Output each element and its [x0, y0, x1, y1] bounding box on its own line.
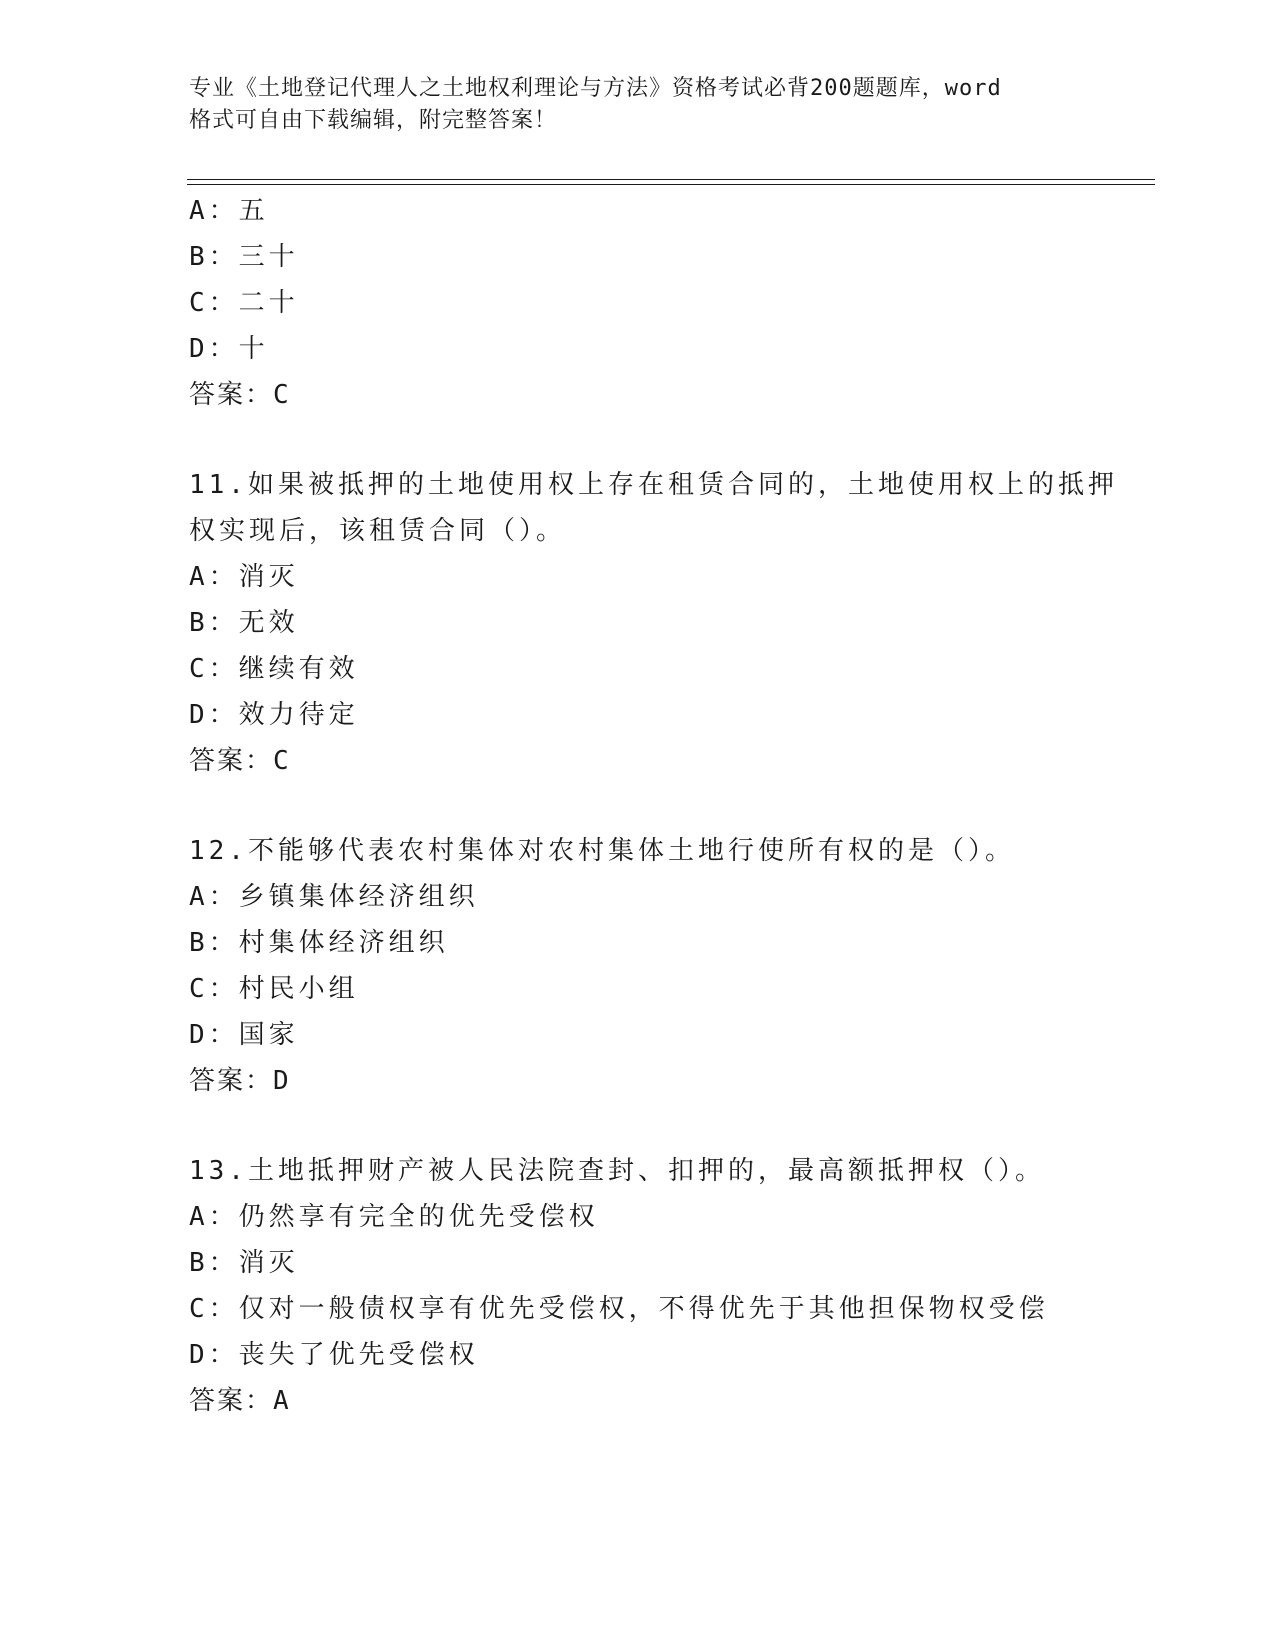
question-list: [189, 188, 1118, 1424]
option-b: B：三十: [189, 242, 299, 272]
question-11-block: [189, 462, 1118, 784]
question-10-block: [189, 188, 1089, 418]
answer-line: 答案：D: [189, 1066, 291, 1096]
option-b: B：消灭: [189, 1248, 299, 1278]
spacer: [189, 1104, 1089, 1148]
option-a: A：仍然享有完全的优先受偿权: [189, 1202, 599, 1232]
question-stem-line-1: 11.如果被抵押的土地使用权上存在租赁合同的，土地使用权上的抵押: [189, 470, 1118, 500]
answer-line: 答案：C: [189, 746, 291, 776]
option-c: C：二十: [189, 288, 299, 318]
option-d: D：丧失了优先受偿权: [189, 1340, 479, 1370]
document-header: [189, 73, 1069, 137]
question-stem-line-1: 13.土地抵押财产被人民法院查封、扣押的，最高额抵押权（）。: [189, 1156, 1045, 1186]
option-d: D：效力待定: [189, 700, 359, 730]
spacer: [189, 418, 1089, 462]
option-a: A：消灭: [189, 562, 299, 592]
header-divider-bottom: [187, 184, 1155, 185]
option-a: A：乡镇集体经济组织: [189, 882, 479, 912]
option-c: C：村民小组: [189, 974, 359, 1004]
question-12-block: [189, 828, 1089, 1104]
option-b: B：无效: [189, 608, 299, 638]
header-title-line-1: 专业《土地登记代理人之土地权利理论与方法》资格考试必背200题题库，word: [189, 76, 1002, 101]
option-c: C：继续有效: [189, 654, 359, 684]
question-stem-line-2: 权实现后，该租赁合同（）。: [189, 516, 567, 546]
header-divider-top: [187, 179, 1155, 180]
spacer: [189, 784, 1089, 828]
question-stem-line-1: 12.不能够代表农村集体对农村集体土地行使所有权的是（）。: [189, 836, 1015, 866]
question-13-block: [189, 1148, 1089, 1424]
option-c: C：仅对一般债权享有优先受偿权，不得优先于其他担保物权受偿: [189, 1294, 1049, 1324]
option-d: D：国家: [189, 1020, 299, 1050]
answer-line: 答案：C: [189, 380, 291, 410]
answer-line: 答案：A: [189, 1386, 291, 1416]
option-d: D：十: [189, 334, 269, 364]
header-title-line-2: 格式可自由下载编辑，附完整答案！: [189, 108, 558, 133]
option-b: B：村集体经济组织: [189, 928, 449, 958]
option-a: A：五: [189, 196, 269, 226]
